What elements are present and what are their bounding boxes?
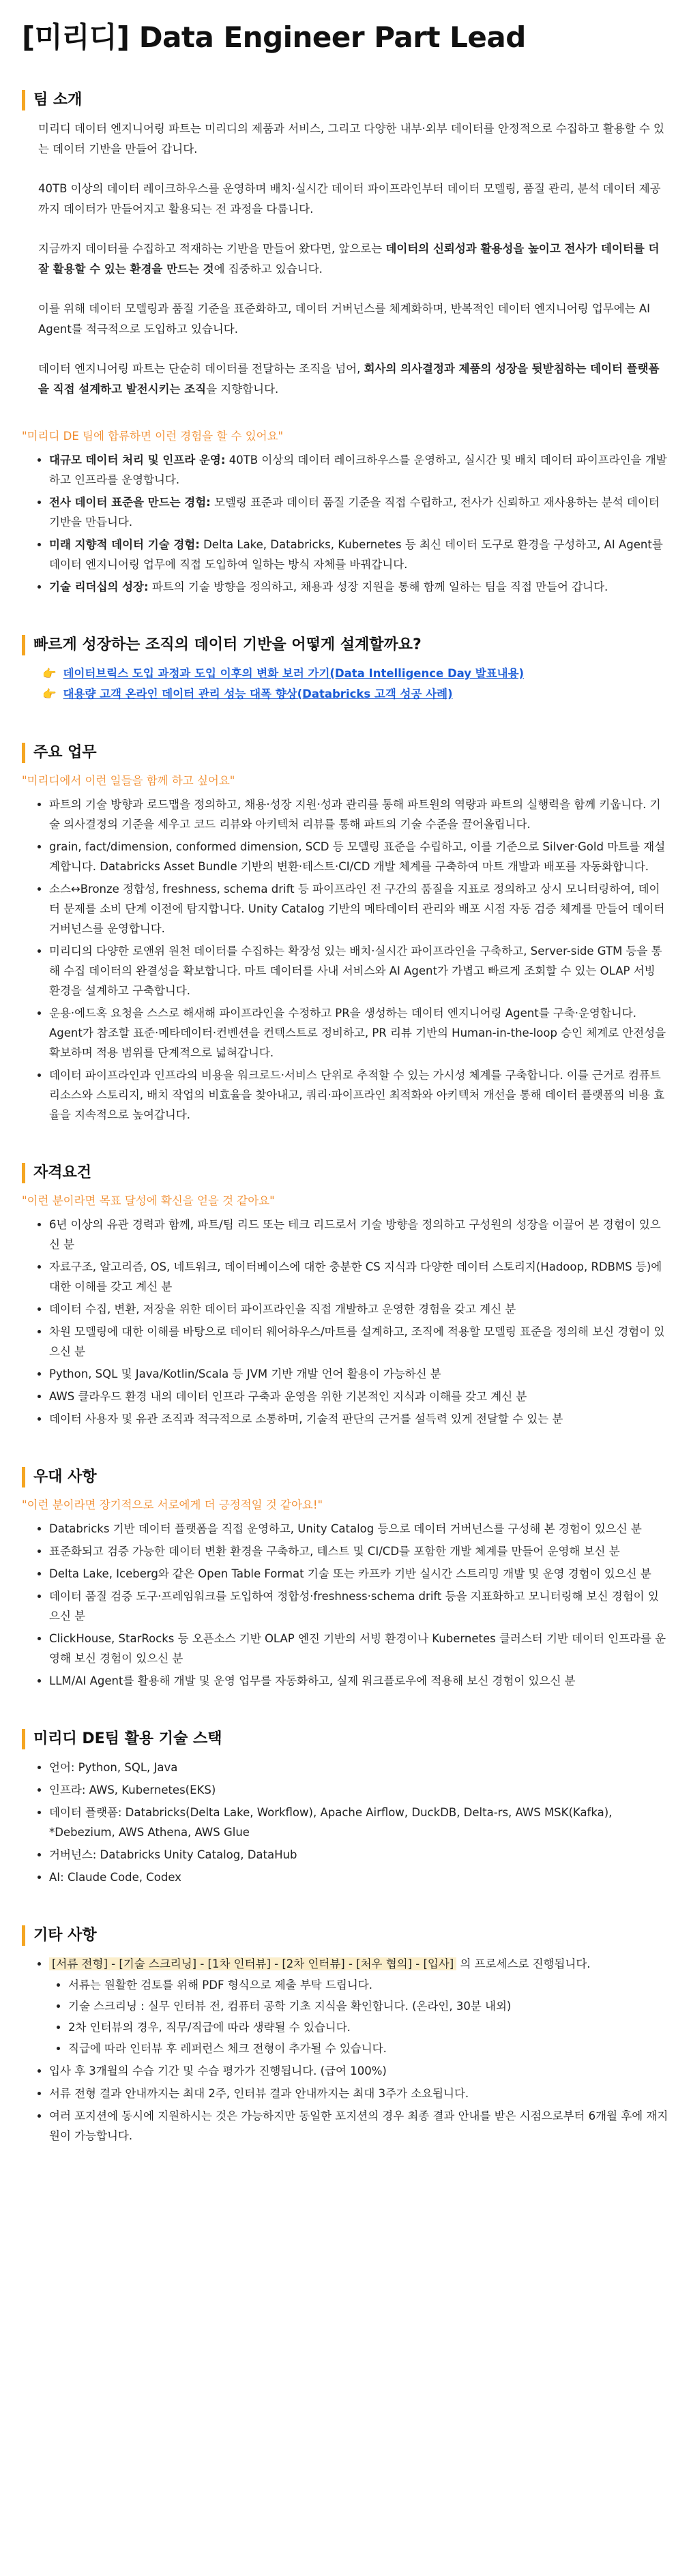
list-item: • Python, SQL 및 Java/Kotlin/Scala 등 JVM 기반 개발 언어 활용이 가능하신 분 — [49, 1364, 669, 1384]
text-span: 의 프로세스로 진행됩니다. — [456, 1957, 591, 1970]
text-span: 데이터 엔지니어링 파트는 단순히 데이터를 전달하는 조직을 넘어, — [38, 362, 364, 375]
list-item — [49, 450, 669, 490]
list-item: • 자료구조, 알고리즘, OS, 네트워크, 데이터베이스에 대한 충분한 CS 지식과 다양한 데이터 스토리지(Hadoop, RDBMS 등)에 대한 이해를 갖고 계신 분 — [49, 1257, 669, 1297]
experience-list — [22, 450, 669, 597]
growth-section — [22, 635, 669, 705]
preferred-section — [22, 1467, 669, 1691]
preferred-list — [22, 1519, 669, 1691]
list-item: • 데이터 파이프라인과 인프라의 비용을 워크로드·서비스 단위로 추적할 수 있는 가시성 체계를 구축합니다. 이를 근거로 컴퓨트 리소스와 스토리지, 배치 작업의 비효율을 찾아내고, 쿼리·파이프라인 최적화와 아키텍처 개선을 통해 데이터 플랫폼의 비용 효율을 지속적으로 높여갑니다. — [49, 1065, 669, 1125]
qualifications-section — [22, 1163, 669, 1429]
text-span: 파트의 기술 방향을 정의하고, 채용과 성장 지원을 통해 함께 일하는 팀을 직접 만들어 갑니다. — [148, 580, 608, 593]
section-heading: 자격요건 — [22, 1163, 669, 1183]
team-intro-section — [22, 90, 669, 597]
list-item: • 데이터 품질 검증 도구·프레임워크를 도입하여 정합성·freshness·schema drift 등을 지표화하고 모니터링해 보신 경험이 있으신 분 — [49, 1586, 669, 1626]
list-item: • 데이터 수집, 변환, 저장을 위한 데이터 파이프라인을 직접 개발하고 운영한 경험을 갖고 계신 분 — [49, 1299, 669, 1319]
team-paragraph: 이를 위해 데이터 모델링과 품질 기준을 표준화하고, 데이터 거버넌스를 체계화하며, 반복적인 데이터 엔지니어링 업무에는 AI Agent를 적극적으로 도입하고 있습니다. — [38, 302, 651, 336]
link-row — [42, 664, 669, 684]
list-item: • 6년 이상의 유관 경력과 함께, 파트/팀 리드 또는 테크 리드로서 기술 방향을 정의하고 구성원의 성장을 이끌어 본 경험이 있으신 분 — [49, 1215, 669, 1254]
team-paragraph — [38, 239, 669, 280]
list-item: • 운용·에드혹 요청을 스스로 해새해 파이프라인을 수정하고 PR을 생성하는 데이터 엔지니어링 Agent를 구축·운영합니다. Agent가 참조할 표준·메타데이터·컨벤션을 컨텍스트로 정비하고, PR 리뷰 기반의 Human-in-the-loop 승인 체계로 안전성을 확보하며 적용 범위를 단계적으로 넓혀갑니다. — [49, 1003, 669, 1063]
quote-text: "미리디에서 이런 일들을 함께 하고 싶어요" — [22, 774, 235, 787]
text-span: 에 집중하고 있습니다. — [214, 263, 323, 276]
link-list — [42, 664, 669, 705]
list-item — [49, 1954, 669, 2058]
section-heading: 기타 사항 — [22, 1925, 669, 1946]
bold-text: 데이터의 신뢰성과 활용성을 높이고 전사가 데이터를 더 잘 활용할 수 있는 환경을 만드는 것 — [38, 242, 660, 276]
list-item: • 차원 모델링에 대한 이해를 바탕으로 데이터 웨어하우스/마트를 설계하고, 조직에 적용할 모델링 표준을 정의해 보신 경험이 있으신 분 — [49, 1322, 669, 1361]
quote-text: "미리디 DE 팀에 합류하면 이런 경험을 할 수 있어요" — [22, 430, 284, 443]
list-item: • 소스↔Bronze 정합성, freshness, schema drift 등 파이프라인 전 구간의 품질을 지표로 정의하고 상시 모니터링하여, 데이터 문제를 소비 단계 이전에 탐지합니다. Unity Catalog 기반의 메타데이터 관리와 배포 시점 자동 검증 체계를 만들어 데이터 거버넌스를 운영합니다. — [49, 879, 669, 938]
list-item: • 표준화되고 검증 가능한 데이터 변환 환경을 구축하고, 테스트 및 CI/CD를 포함한 개발 체계를 만들어 운영해 보신 분 — [49, 1541, 669, 1561]
pointing-hand-icon: 👉 — [42, 687, 57, 700]
list-item: • 인프라: AWS, Kubernetes(EKS) — [49, 1780, 669, 1800]
process-steps: [서류 전형] - [기술 스크리닝] - [1차 인터뷰] - [2차 인터뷰] - [처우 협의] - [입사] — [49, 1957, 456, 1970]
section-heading: 팀 소개 — [22, 90, 669, 110]
list-item: • 입사 후 3개월의 수습 기간 및 수습 평가가 진행됩니다. (급여 100%) — [49, 2061, 669, 2081]
duties-list — [22, 795, 669, 1125]
quote-text: "이런 분이라면 장기적으로 서로에게 더 긍정적일 것 같아요!" — [22, 1498, 323, 1511]
bold-text: 미래 지향적 데이터 기술 경험: — [49, 538, 200, 551]
list-item — [49, 577, 669, 597]
list-item — [49, 535, 669, 574]
list-item: • LLM/AI Agent를 활용해 개발 및 운영 업무를 자동화하고, 실제 워크플로우에 적용해 보신 경험이 있으신 분 — [49, 1671, 669, 1691]
list-item: • 데이터 사용자 및 유관 조직과 적극적으로 소통하며, 기술적 판단의 근거를 설득력 있게 전달할 수 있는 분 — [49, 1409, 669, 1429]
list-item: • grain, fact/dimension, conformed dimension, SCD 등 모델링 표준을 수립하고, 이를 기준으로 Silver·Gold 마트를 재설계합니다. Databricks Asset Bundle 기반의 변환·테스트·CI/CD 개발 체계를 구축하여 마트 개발과 배포를 자동화합니다. — [49, 837, 669, 876]
list-item: • 미리디의 다양한 로앤위 원천 데이터를 수집하는 확장성 있는 배치·실시간 파이프라인을 구축하고, Server-side GTM 등을 통해 수집 데이터의 완결성을 확보합니다. 마트 데이터를 사내 서비스와 AI Agent가 가볍고 빠르게 조회할 수 있는 OLAP 서빙 환경을 설계하고 구축합니다. — [49, 941, 669, 1001]
bold-text: 전사 데이터 표준을 만드는 경험: — [49, 496, 211, 509]
text-span: 모델링 표준과 데이터 품질 기준을 직접 수립하고, 전사가 신뢰하고 재사용하는 분석 데이터 기반을 만듭니다. — [49, 496, 660, 529]
list-item: • AI: Claude Code, Codex — [49, 1867, 669, 1887]
text-span: Delta Lake, Databricks, Kubernetes 등 최신 데이터 도구로 환경을 구성하고, AI Agent를 데이터 엔지니어링 업무에 직접 도입하여 일하는 방식 자체를 바꿔갑니다. — [49, 538, 663, 571]
list-item: • 직급에 따라 인터뷰 후 레퍼런스 체크 전형이 추가될 수 있습니다. — [68, 2039, 669, 2058]
section-heading: 빠르게 성장하는 조직의 데이터 기반을 어떻게 설계할까요? — [22, 635, 669, 655]
etc-list — [22, 1954, 669, 2146]
list-item: • 서류는 원활한 검토를 위해 PDF 형식으로 제출 부탁 드립니다. — [68, 1975, 669, 1995]
text-span: 40TB 이상의 데이터 레이크하우스를 운영하고, 실시간 및 배치 데이터 파이프라인을 개발하고 인프라를 운영합니다. — [49, 454, 667, 486]
bold-text: 기술 리더십의 성장: — [49, 580, 149, 593]
qualifications-list — [22, 1215, 669, 1429]
list-item — [49, 492, 669, 532]
team-paragraph: 미리디 데이터 엔지니어링 파트는 미리디의 제품과 서비스, 그리고 다양한 내부·외부 데이터를 안정적으로 수집하고 활용할 수 있는 데이터 기반을 만들어 갑니다. — [38, 122, 664, 156]
section-heading: 우대 사항 — [22, 1467, 669, 1487]
list-item: • AWS 클라우드 환경 내의 데이터 인프라 구축과 운영을 위한 기본적인 지식과 이해를 갖고 계신 분 — [49, 1387, 669, 1406]
section-heading: 미리디 DE팀 활용 기술 스택 — [22, 1729, 669, 1749]
list-item: • Databricks 기반 데이터 플랫폼을 직접 운영하고, Unity Catalog 등으로 데이터 거버넌스를 구성해 본 경험이 있으신 분 — [49, 1519, 669, 1539]
list-item: • 서류 전형 결과 안내까지는 최대 2주, 인터뷰 결과 안내까지는 최대 3주가 소요됩니다. — [49, 2084, 669, 2103]
page-title: [미리디] Data Engineer Part Lead — [22, 20, 526, 54]
list-item: • Delta Lake, Iceberg와 같은 Open Table Format 기술 또는 카프카 기반 실시간 스트리밍 개발 및 운영 경험이 있으신 분 — [49, 1564, 669, 1584]
databricks-intro-link[interactable]: 데이터브릭스 도입 과정과 도입 이후의 변화 보러 가기(Data Intelligence Day 발표내용) — [63, 667, 525, 680]
quote-text: "이런 분이라면 목표 달성에 확신을 얻을 것 같아요" — [22, 1194, 275, 1207]
section-heading: 주요 업무 — [22, 743, 669, 763]
team-paragraph — [38, 359, 669, 400]
list-item: • 파트의 기술 방향과 로드맵을 정의하고, 채용·성장 지원·성과 관리를 통해 파트원의 역량과 파트의 실행력을 함께 키웁니다. 기술 의사결정의 기준을 세우고 코드 리뷰와 아키텍처 리뷰를 통해 파트의 기술 수준을 끌어올립니다. — [49, 795, 669, 834]
customer-success-link[interactable]: 대용량 고객 온라인 데이터 관리 성능 대폭 향상(Databricks 고객 성공 사례) — [63, 687, 453, 700]
etc-section — [22, 1925, 669, 2146]
link-row — [42, 684, 669, 705]
bold-text: 대규모 데이터 처리 및 인프라 운영: — [49, 454, 226, 467]
text-span: 을 지향합니다. — [206, 383, 279, 396]
process-sub-list — [49, 1975, 669, 2058]
tech-stack-list — [22, 1758, 669, 1887]
duties-section — [22, 743, 669, 1125]
pointing-hand-icon: 👉 — [42, 667, 57, 680]
team-paragraph: 40TB 이상의 데이터 레이크하우스를 운영하며 배치·실시간 데이터 파이프라인부터 데이터 모델링, 품질 관리, 분석 데이터 제공까지 데이터가 만들어지고 활용되는 전 과정을 다룹니다. — [38, 182, 661, 216]
list-item: • 기술 스크리닝 : 실무 인터뷰 전, 컴퓨터 공학 기초 지식을 확인합니다. (온라인, 30분 내외) — [68, 1996, 669, 2016]
list-item: • 데이터 플랫폼: Databricks(Delta Lake, Workflow), Apache Airflow, DuckDB, Delta-rs, AWS MSK(Kafka), *Debezium, AWS Athena, AWS Glue — [49, 1803, 669, 1842]
list-item: • 2차 인터뷰의 경우, 직무/직급에 따라 생략될 수 있습니다. — [68, 2017, 669, 2037]
list-item: • ClickHouse, StarRocks 등 오픈소스 기반 OLAP 엔진 기반의 서빙 환경이나 Kubernetes 클러스터 기반 데이터 인프라를 운영해 보신 경험이 있으신 분 — [49, 1629, 669, 1668]
list-item: • 여러 포지션에 동시에 지원하시는 것은 가능하지만 동일한 포지션의 경우 최종 결과 안내를 받은 시점으로부터 6개월 후에 재지원이 가능합니다. — [49, 2106, 669, 2146]
tech-stack-section — [22, 1729, 669, 1887]
list-item: • 언어: Python, SQL, Java — [49, 1758, 669, 1777]
list-item: • 거버넌스: Databricks Unity Catalog, DataHub — [49, 1845, 669, 1865]
bold-text: 회사의 의사결정과 제품의 성장을 뒷받침하는 데이터 플랫폼을 직접 설계하고 발전시키는 조직 — [38, 362, 660, 396]
text-span: 지금까지 데이터를 수집하고 적재하는 기반을 만들어 왔다면, 앞으로는 — [38, 242, 386, 255]
